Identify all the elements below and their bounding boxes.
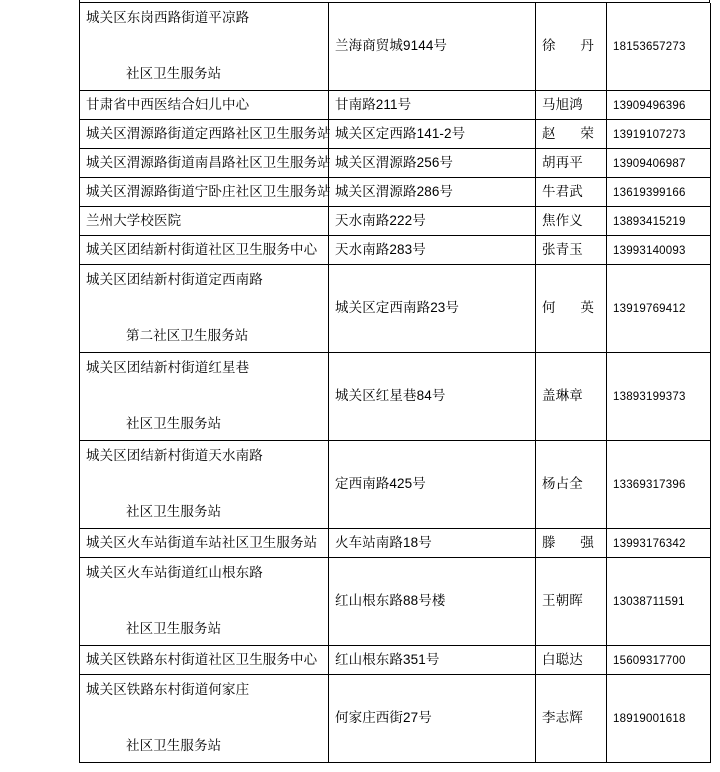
table-row (80, 646, 711, 675)
cell-phone-number (607, 265, 711, 353)
organization-name-line-1: 城关区团结新村街道天水南路 (86, 448, 263, 463)
organization-name-line-2: 第二社区卫生服务站 (126, 327, 249, 343)
cell-phone-number (607, 91, 711, 120)
cell-contact-person (536, 675, 607, 763)
table-row (80, 236, 711, 265)
table-row (80, 207, 711, 236)
organization-name-line-2: 社区卫生服务站 (126, 415, 222, 431)
address-text: 城关区定西南路23号 (335, 300, 460, 316)
organization-name-text: 城关区火车站街道车站社区卫生服务站 (86, 534, 318, 550)
cell-phone-number (607, 3, 711, 91)
cell-address (329, 353, 536, 441)
cell-organization-name (80, 3, 329, 91)
phone-number-text: 13909496396 (613, 99, 686, 112)
health-service-stations-table (79, 3, 711, 763)
contact-person-text: 杨占全 (542, 476, 583, 492)
cell-phone-number (607, 178, 711, 207)
organization-name-stack (86, 675, 322, 762)
cell-contact-person (536, 207, 607, 236)
address-text: 天水南路222号 (335, 212, 426, 228)
phone-number-text: 13038711591 (613, 596, 685, 609)
cell-organization-name (80, 236, 329, 265)
cell-contact-person (536, 149, 607, 178)
cell-phone-number (607, 353, 711, 441)
phone-number-text: 13893199373 (613, 391, 686, 404)
contact-person-text: 何 英 (542, 300, 594, 316)
address-text: 城关区渭源路286号 (335, 183, 454, 199)
contact-person-text: 马旭鸿 (542, 96, 583, 112)
cell-organization-name (80, 207, 329, 236)
table-row (80, 353, 711, 441)
organization-name-line-2: 社区卫生服务站 (126, 620, 222, 636)
table-row (80, 529, 711, 558)
cell-organization-name (80, 91, 329, 120)
cell-organization-name (80, 441, 329, 529)
table-row (80, 120, 711, 149)
contact-person-text: 赵 荣 (542, 125, 594, 141)
table-body (80, 3, 711, 763)
contact-person-text: 徐 丹 (542, 38, 594, 54)
cell-contact-person (536, 3, 607, 91)
cell-contact-person (536, 646, 607, 675)
address-text: 红山根东路351号 (335, 651, 440, 667)
address-text: 城关区红星巷84号 (335, 388, 446, 404)
cell-phone-number (607, 120, 711, 149)
phone-number-text: 18919001618 (613, 713, 686, 726)
cell-address (329, 3, 536, 91)
cell-address (329, 178, 536, 207)
cell-address (329, 236, 536, 265)
contact-person-text: 王朝晖 (542, 593, 583, 609)
address-text: 甘南路211号 (335, 96, 412, 112)
phone-number-text: 13909406987 (613, 157, 686, 170)
address-text: 火车站南路18号 (335, 534, 432, 550)
cell-address (329, 207, 536, 236)
cell-address (329, 529, 536, 558)
cell-organization-name (80, 120, 329, 149)
cell-address (329, 120, 536, 149)
cell-organization-name (80, 178, 329, 207)
cell-contact-person (536, 120, 607, 149)
organization-name-line-1: 城关区团结新村街道红星巷 (86, 360, 250, 375)
table-row (80, 675, 711, 763)
cell-contact-person (536, 236, 607, 265)
cell-organization-name (80, 646, 329, 675)
phone-number-text: 13893415219 (613, 215, 686, 228)
organization-name-line-1: 城关区铁路东村街道何家庄 (86, 682, 250, 697)
table-container (79, 3, 710, 763)
address-text: 城关区渭源路256号 (335, 154, 454, 170)
cell-phone-number (607, 558, 711, 646)
phone-number-text: 13919769412 (613, 303, 686, 316)
cell-address (329, 675, 536, 763)
organization-name-stack (86, 353, 322, 440)
cell-phone-number (607, 207, 711, 236)
address-text: 红山根东路88号楼 (335, 593, 446, 609)
phone-number-text: 15609317700 (613, 654, 686, 667)
organization-name-text: 城关区渭源路街道定西路社区卫生服务站 (86, 125, 331, 141)
table-row (80, 178, 711, 207)
cell-organization-name (80, 265, 329, 353)
phone-number-text: 13369317396 (613, 479, 686, 492)
cell-address (329, 91, 536, 120)
organization-name-text: 城关区渭源路街道南昌路社区卫生服务站 (86, 154, 331, 170)
organization-name-text: 城关区铁路东村街道社区卫生服务中心 (86, 651, 318, 667)
phone-number-text: 13619399166 (613, 186, 686, 199)
cell-contact-person (536, 91, 607, 120)
organization-name-line-1: 城关区东岗西路街道平凉路 (86, 10, 250, 25)
cell-organization-name (80, 558, 329, 646)
phone-number-text: 13919107273 (613, 128, 686, 141)
phone-number-text: 13993176342 (613, 537, 686, 550)
cell-address (329, 149, 536, 178)
organization-name-text: 兰州大学校医院 (86, 212, 182, 228)
address-text: 城关区定西路141-2号 (335, 125, 466, 141)
organization-name-line-2: 社区卫生服务站 (126, 503, 222, 519)
cell-organization-name (80, 353, 329, 441)
cell-organization-name (80, 675, 329, 763)
organization-name-line-2: 社区卫生服务站 (126, 737, 222, 753)
cell-phone-number (607, 441, 711, 529)
cell-phone-number (607, 236, 711, 265)
organization-name-stack (86, 558, 322, 645)
cell-address (329, 646, 536, 675)
table-row (80, 91, 711, 120)
contact-person-text: 张青玉 (542, 241, 583, 257)
organization-name-line-1: 城关区团结新村街道定西南路 (86, 272, 263, 287)
table-row (80, 265, 711, 353)
address-text: 定西南路425号 (335, 476, 426, 492)
cell-organization-name (80, 529, 329, 558)
contact-person-text: 焦作义 (542, 212, 583, 228)
address-text: 天水南路283号 (335, 241, 426, 257)
organization-name-stack (86, 3, 322, 90)
organization-name-text: 城关区渭源路街道宁卧庄社区卫生服务站 (86, 183, 331, 199)
cell-address (329, 265, 536, 353)
contact-person-text: 白聪达 (542, 651, 583, 667)
cell-contact-person (536, 178, 607, 207)
contact-person-text: 盖琳章 (542, 388, 583, 404)
phone-number-text: 13993140093 (613, 244, 686, 257)
cell-phone-number (607, 646, 711, 675)
cell-contact-person (536, 265, 607, 353)
table-row (80, 441, 711, 529)
cell-phone-number (607, 529, 711, 558)
organization-name-line-2: 社区卫生服务站 (126, 65, 222, 81)
organization-name-stack (86, 265, 322, 352)
cell-contact-person (536, 441, 607, 529)
organization-name-stack (86, 441, 322, 528)
address-text: 兰海商贸城9144号 (335, 38, 448, 54)
phone-number-text: 18153657273 (613, 41, 686, 54)
organization-name-text: 甘肃省中西医结合妇儿中心 (86, 96, 250, 112)
address-text: 何家庄西街27号 (335, 710, 432, 726)
cell-address (329, 558, 536, 646)
cell-address (329, 441, 536, 529)
contact-person-text: 滕 强 (542, 534, 594, 550)
organization-name-text: 城关区团结新村街道社区卫生服务中心 (86, 241, 318, 257)
cell-contact-person (536, 353, 607, 441)
cell-organization-name (80, 149, 329, 178)
cell-contact-person (536, 558, 607, 646)
contact-person-text: 牛君武 (542, 183, 583, 199)
organization-name-line-1: 城关区火车站街道红山根东路 (86, 565, 263, 580)
contact-person-text: 胡再平 (542, 154, 583, 170)
table-row (80, 149, 711, 178)
cell-phone-number (607, 675, 711, 763)
cell-phone-number (607, 149, 711, 178)
cell-contact-person (536, 529, 607, 558)
contact-person-text: 李志辉 (542, 710, 583, 726)
table-row (80, 558, 711, 646)
table-row (80, 3, 711, 91)
